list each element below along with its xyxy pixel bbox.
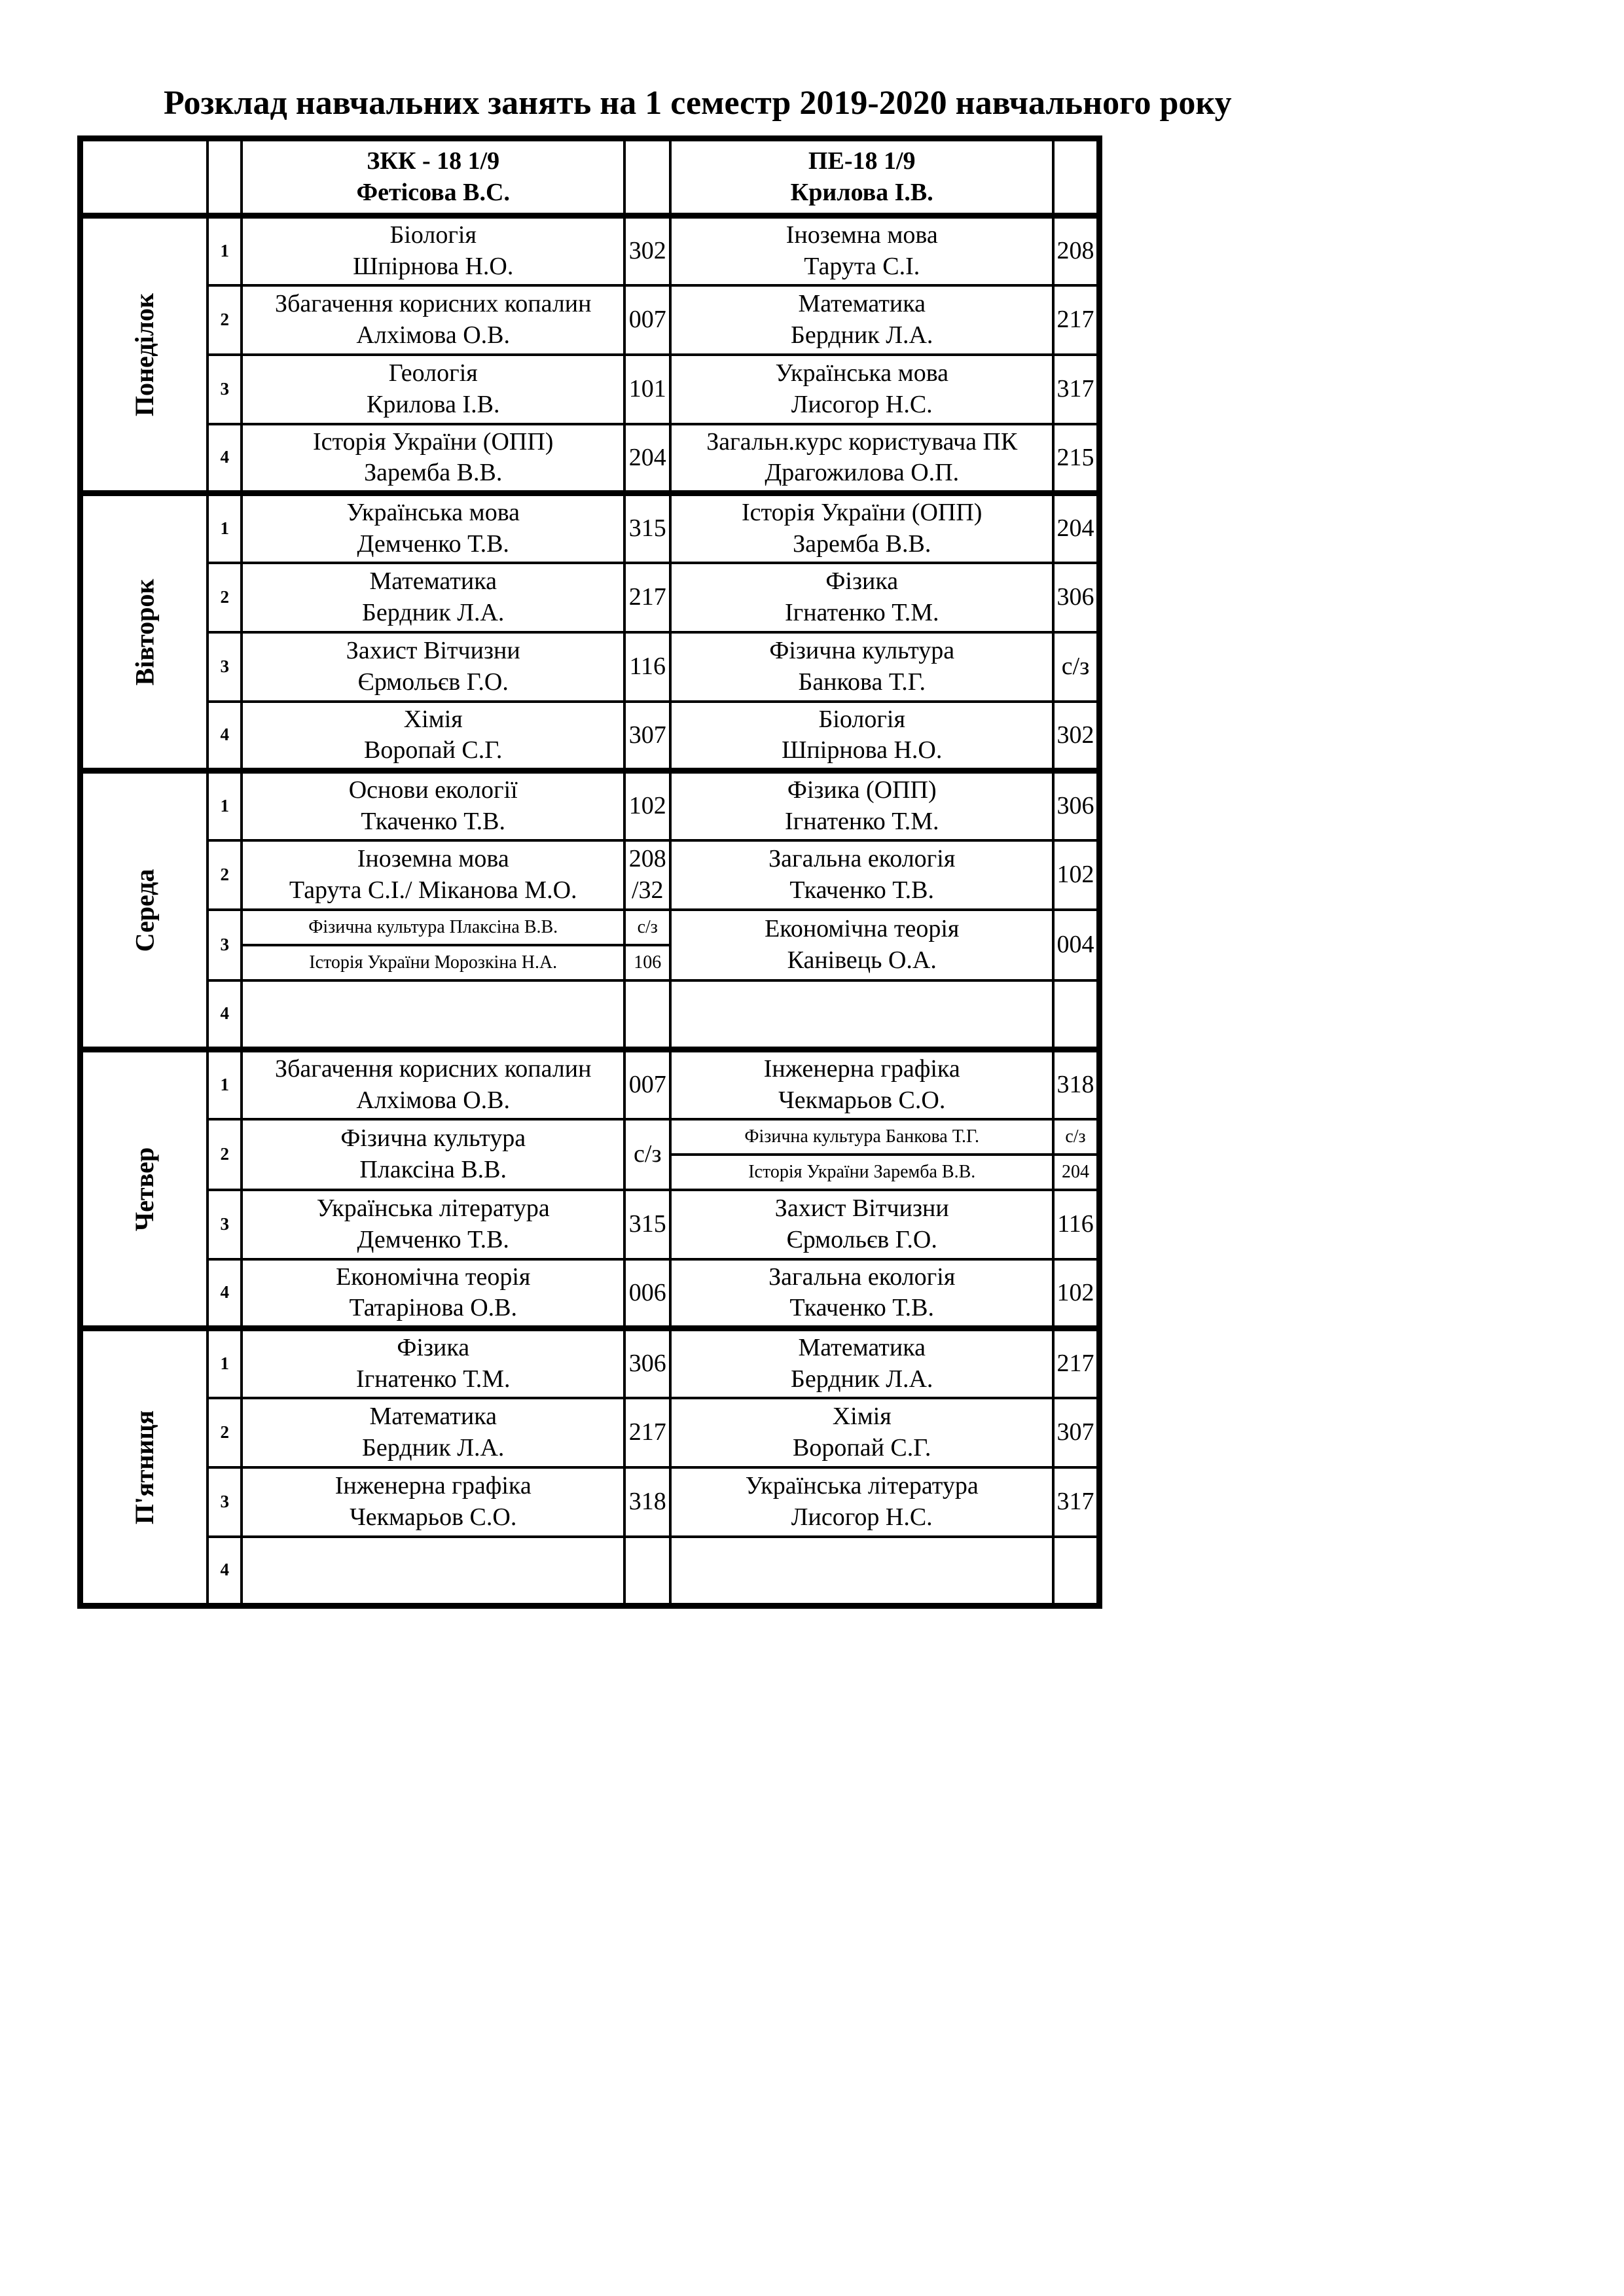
room-number: 204 <box>1056 514 1094 542</box>
timetable <box>77 135 1102 1609</box>
room-cell <box>1053 355 1099 424</box>
room-number: 315 <box>628 514 666 542</box>
room-cell <box>1053 424 1099 493</box>
group-curator: Фетісова В.С. <box>356 178 510 206</box>
lesson-number: 4 <box>208 1537 242 1606</box>
room-number: 101 <box>628 374 666 403</box>
room-cell <box>1053 285 1099 355</box>
room-number: 306 <box>1056 792 1094 819</box>
room-cell <box>1053 771 1099 840</box>
lesson-cell <box>670 1190 1053 1259</box>
room-number: /32 <box>631 876 664 904</box>
lesson-cell <box>242 771 624 840</box>
teacher-name: Заремба В.В. <box>364 459 503 487</box>
lesson-number: 1 <box>208 1050 242 1119</box>
teacher-name: Драгожилова О.П. <box>765 459 960 487</box>
subject-name: Математика <box>369 1403 497 1430</box>
room-number: 302 <box>628 237 666 264</box>
lesson-cell <box>242 1119 624 1190</box>
lesson-cell <box>670 980 1053 1050</box>
lesson-cell <box>242 424 624 493</box>
teacher-name: Шпірнова Н.О. <box>353 252 514 280</box>
room-number: 307 <box>1056 1418 1094 1446</box>
room-cell <box>624 563 670 632</box>
subject-name: Фізика (ОПП) <box>787 776 937 804</box>
day-cell <box>81 1050 208 1329</box>
day-label: Вівторок <box>130 579 160 685</box>
teacher-name: Єрмольєв Г.О. <box>357 668 509 696</box>
teacher-name: Бердник Л.А. <box>362 598 505 626</box>
lesson-row <box>81 1329 1100 1398</box>
room-cell <box>624 1329 670 1398</box>
subject-name: Біологія <box>389 221 477 249</box>
lesson-cell <box>670 493 1053 563</box>
room-number: 307 <box>628 721 666 749</box>
room-number: 317 <box>1056 1487 1094 1515</box>
room-number: 007 <box>628 305 666 333</box>
lesson-row <box>81 1119 1100 1155</box>
room-cell <box>624 285 670 355</box>
room-cell <box>1053 493 1099 563</box>
teacher-name: Лисогор Н.С. <box>791 1503 933 1531</box>
lesson-row <box>81 1050 1100 1119</box>
lesson-number: 1 <box>208 216 242 285</box>
room-cell <box>624 632 670 702</box>
lesson-row <box>81 216 1100 285</box>
room-cell <box>624 355 670 424</box>
room-cell <box>624 980 670 1050</box>
day-cell <box>81 1329 208 1606</box>
lesson-cell <box>242 1329 624 1398</box>
lesson-cell <box>242 632 624 702</box>
subject-name: Загальна екологія <box>768 1263 956 1291</box>
lesson-cell <box>670 216 1053 285</box>
room-cell <box>624 493 670 563</box>
lesson-row <box>81 355 1100 424</box>
room-cell <box>1053 840 1099 910</box>
room-cell <box>1053 910 1099 980</box>
subject-name: Історія України (ОПП) <box>313 427 554 456</box>
lesson-row <box>81 1190 1100 1259</box>
room-cell <box>1053 702 1099 771</box>
teacher-name: Ігнатенко Т.М. <box>784 598 939 626</box>
room-number: с/з <box>634 1139 662 1168</box>
lesson-cell <box>242 1398 624 1467</box>
lesson-number: 4 <box>208 702 242 771</box>
day-label: Середа <box>130 869 160 952</box>
teacher-name: Бердник Л.А. <box>791 1365 933 1393</box>
lesson-cell <box>670 702 1053 771</box>
room-cell <box>624 1119 670 1190</box>
lesson-row <box>81 1398 1100 1467</box>
day-label: Понеділок <box>130 293 160 416</box>
group-header-2 <box>670 139 1053 216</box>
subject-name: Іноземна мова <box>785 221 938 249</box>
room-number: 204 <box>628 443 666 471</box>
lesson-cell <box>670 563 1053 632</box>
day-cell <box>81 771 208 1050</box>
lesson-cell <box>242 563 624 632</box>
subject-name: Хімія <box>832 1403 892 1430</box>
lesson-cell <box>242 702 624 771</box>
lesson-cell <box>670 771 1053 840</box>
teacher-name: Ткаченко Т.В. <box>789 876 935 904</box>
teacher-name: Ткаченко Т.В. <box>361 807 506 835</box>
lesson-cell <box>670 355 1053 424</box>
lesson-row <box>81 980 1100 1050</box>
lesson-row <box>81 285 1100 355</box>
lesson-cell <box>242 1050 624 1119</box>
day-cell <box>81 493 208 771</box>
subject-name: Захист Вітчизни <box>346 637 520 664</box>
room-number: 317 <box>1056 374 1094 403</box>
room-number: 315 <box>628 1210 666 1238</box>
room-number: 102 <box>628 792 666 819</box>
split-lesson-cell: Фізична культура Банкова Т.Г. <box>670 1119 1053 1155</box>
teacher-name: Ігнатенко Т.М. <box>355 1365 511 1393</box>
lesson-cell <box>242 285 624 355</box>
room-number: 217 <box>1056 305 1094 333</box>
teacher-name: Канівець О.А. <box>787 946 937 974</box>
subject-name: Фізична культура <box>769 637 955 664</box>
room-cell <box>624 702 670 771</box>
room-cell <box>624 1537 670 1606</box>
room-cell <box>1053 216 1099 285</box>
split-lesson-cell: Історія України Заремба В.В. <box>670 1155 1053 1190</box>
lesson-row <box>81 424 1100 493</box>
lesson-cell <box>242 1190 624 1259</box>
subject-name: Інженерна графіка <box>334 1472 532 1499</box>
header-num-cell <box>208 139 242 216</box>
room-cell <box>1053 1398 1099 1467</box>
room-number: 306 <box>628 1350 666 1377</box>
room-cell <box>624 1398 670 1467</box>
subject-name: Захист Вітчизни <box>774 1194 949 1222</box>
day-label: П'ятниця <box>130 1410 160 1524</box>
subject-name: Збагачення корисних копалин <box>275 1055 592 1083</box>
room-number: 318 <box>1056 1071 1094 1098</box>
subject-name: Біологія <box>818 705 905 733</box>
teacher-name: Татарінова О.В. <box>349 1294 518 1322</box>
lesson-cell <box>242 1467 624 1537</box>
lesson-number: 1 <box>208 493 242 563</box>
teacher-name: Ігнатенко Т.М. <box>784 807 939 835</box>
subject-name: Основи екології <box>348 776 518 804</box>
subject-name: Українська мова <box>775 359 949 387</box>
lesson-cell <box>670 910 1053 980</box>
split-lesson-cell: Фізична культура Плаксіна В.В. <box>242 910 624 945</box>
lesson-cell <box>670 1467 1053 1537</box>
lesson-number: 1 <box>208 771 242 840</box>
group-name: ПЕ-18 1/9 <box>808 147 916 175</box>
lesson-cell <box>242 493 624 563</box>
lesson-number: 3 <box>208 632 242 702</box>
teacher-name: Тарута С.І./ Міканова М.О. <box>289 876 577 904</box>
room-cell <box>624 840 670 910</box>
room-number: 116 <box>629 652 666 680</box>
lesson-cell <box>242 980 624 1050</box>
teacher-name: Тарута С.І. <box>804 252 920 280</box>
room-number: 306 <box>1056 583 1094 611</box>
lesson-number: 1 <box>208 1329 242 1398</box>
teacher-name: Крилова І.В. <box>367 390 500 418</box>
room-number: 217 <box>1056 1350 1094 1377</box>
room-number: с/з <box>1061 652 1090 680</box>
room-number: 215 <box>1056 443 1094 471</box>
lesson-cell <box>670 1259 1053 1329</box>
lesson-number: 2 <box>208 840 242 910</box>
lesson-number: 2 <box>208 285 242 355</box>
room-cell: 106 <box>624 945 670 980</box>
subject-name: Геологія <box>388 359 478 387</box>
room-number: 116 <box>1057 1210 1094 1238</box>
lesson-number: 2 <box>208 1398 242 1467</box>
room-cell <box>1053 1190 1099 1259</box>
teacher-name: Лисогор Н.С. <box>791 390 933 418</box>
page-title: Розклад навчальних занять на 1 семестр 2019-2020 навчального року <box>164 84 1232 122</box>
lesson-row <box>81 910 1100 945</box>
teacher-name: Чекмарьов С.О. <box>350 1503 517 1531</box>
group-name: ЗКК - 18 1/9 <box>367 147 500 175</box>
lesson-cell <box>670 1537 1053 1606</box>
room-cell <box>1053 563 1099 632</box>
lesson-number: 2 <box>208 563 242 632</box>
teacher-name: Заремба В.В. <box>793 529 931 558</box>
lesson-row <box>81 632 1100 702</box>
subject-name: Інженерна графіка <box>763 1055 960 1083</box>
lesson-cell <box>242 1537 624 1606</box>
lesson-number: 3 <box>208 1190 242 1259</box>
room-cell <box>624 1259 670 1329</box>
header-corner-cell <box>81 139 208 216</box>
room-cell <box>1053 632 1099 702</box>
lesson-row <box>81 840 1100 910</box>
room-cell <box>624 1467 670 1537</box>
header-row <box>81 139 1100 216</box>
lesson-cell <box>670 840 1053 910</box>
room-number: 217 <box>628 583 666 611</box>
lesson-number: 3 <box>208 355 242 424</box>
teacher-name: Банкова Т.Г. <box>798 668 926 696</box>
room-cell: с/з <box>624 910 670 945</box>
lesson-cell <box>242 840 624 910</box>
room-number: 004 <box>1056 930 1094 958</box>
teacher-name: Ткаченко Т.В. <box>789 1294 935 1322</box>
lesson-number: 2 <box>208 1119 242 1190</box>
teacher-name: Демченко Т.В. <box>357 1225 509 1253</box>
room-cell: 204 <box>1053 1155 1099 1190</box>
lesson-cell <box>670 285 1053 355</box>
split-lesson-cell: Історія України Морозкіна Н.А. <box>242 945 624 980</box>
subject-name: Українська література <box>316 1194 550 1222</box>
group-header-1 <box>242 139 624 216</box>
lesson-row <box>81 563 1100 632</box>
room-cell <box>1053 1329 1099 1398</box>
subject-name: Іноземна мова <box>357 845 509 872</box>
subject-name: Хімія <box>403 705 463 733</box>
room-cell <box>624 424 670 493</box>
room-number: 318 <box>628 1487 666 1515</box>
teacher-name: Алхімова О.В. <box>356 1086 511 1114</box>
subject-name: Економічна теорія <box>765 915 960 942</box>
subject-name: Фізична культура <box>340 1124 526 1152</box>
room-number: 217 <box>628 1418 666 1446</box>
subject-name: Загальна екологія <box>768 845 956 872</box>
room-cell <box>1053 1050 1099 1119</box>
lesson-number: 4 <box>208 980 242 1050</box>
subject-name: Математика <box>798 1334 926 1362</box>
lesson-row <box>81 1537 1100 1606</box>
teacher-name: Чекмарьов С.О. <box>778 1086 946 1114</box>
lesson-row <box>81 1467 1100 1537</box>
teacher-name: Бердник Л.А. <box>791 321 933 349</box>
lesson-cell <box>242 216 624 285</box>
room-cell <box>1053 1537 1099 1606</box>
subject-name: Збагачення корисних копалин <box>275 290 592 317</box>
group-curator: Крилова І.В. <box>790 178 933 206</box>
lesson-cell <box>670 1398 1053 1467</box>
subject-name: Математика <box>369 567 497 595</box>
room-cell <box>624 216 670 285</box>
lesson-row <box>81 702 1100 771</box>
lesson-cell <box>670 632 1053 702</box>
header-room-cell <box>1053 139 1099 216</box>
lesson-number: 3 <box>208 910 242 980</box>
room-number: 006 <box>628 1278 666 1306</box>
subject-name: Загальн.курс користувача ПК <box>706 427 1018 456</box>
subject-name: Математика <box>798 290 926 317</box>
room-number: 102 <box>1056 860 1094 888</box>
room-number: 208 <box>1056 237 1094 264</box>
lesson-number: 4 <box>208 424 242 493</box>
lesson-cell <box>242 355 624 424</box>
room-cell: с/з <box>1053 1119 1099 1155</box>
room-cell <box>1053 1259 1099 1329</box>
teacher-name: Демченко Т.В. <box>357 529 509 558</box>
teacher-name: Бердник Л.А. <box>362 1433 505 1462</box>
room-cell <box>1053 1467 1099 1537</box>
room-number: 102 <box>1056 1278 1094 1306</box>
teacher-name: Плаксіна В.В. <box>359 1155 507 1183</box>
lesson-row <box>81 493 1100 563</box>
teacher-name: Шпірнова Н.О. <box>782 736 943 764</box>
subject-name: Економічна теорія <box>336 1263 531 1291</box>
lesson-number: 3 <box>208 1467 242 1537</box>
teacher-name: Воропай С.Г. <box>364 736 503 764</box>
room-number: 302 <box>1056 721 1094 749</box>
day-cell <box>81 216 208 493</box>
subject-name: Фізика <box>825 567 899 595</box>
lesson-number: 4 <box>208 1259 242 1329</box>
room-cell <box>1053 980 1099 1050</box>
teacher-name: Алхімова О.В. <box>356 321 511 349</box>
lesson-row <box>81 1259 1100 1329</box>
header-room-cell <box>624 139 670 216</box>
subject-name: Фізика <box>397 1334 470 1362</box>
lesson-cell <box>242 1259 624 1329</box>
room-number: 208 <box>628 845 666 872</box>
subject-name: Історія України (ОПП) <box>742 499 983 527</box>
teacher-name: Воропай С.Г. <box>793 1433 931 1462</box>
lesson-cell <box>670 1329 1053 1398</box>
room-number: 007 <box>628 1071 666 1098</box>
room-cell <box>624 1190 670 1259</box>
subject-name: Українська література <box>745 1472 979 1499</box>
lesson-cell <box>670 1050 1053 1119</box>
day-label: Четвер <box>130 1147 160 1231</box>
teacher-name: Єрмольєв Г.О. <box>786 1225 937 1253</box>
room-cell <box>624 1050 670 1119</box>
room-cell <box>624 771 670 840</box>
subject-name: Українська мова <box>346 499 520 527</box>
lesson-row <box>81 771 1100 840</box>
lesson-cell <box>670 424 1053 493</box>
